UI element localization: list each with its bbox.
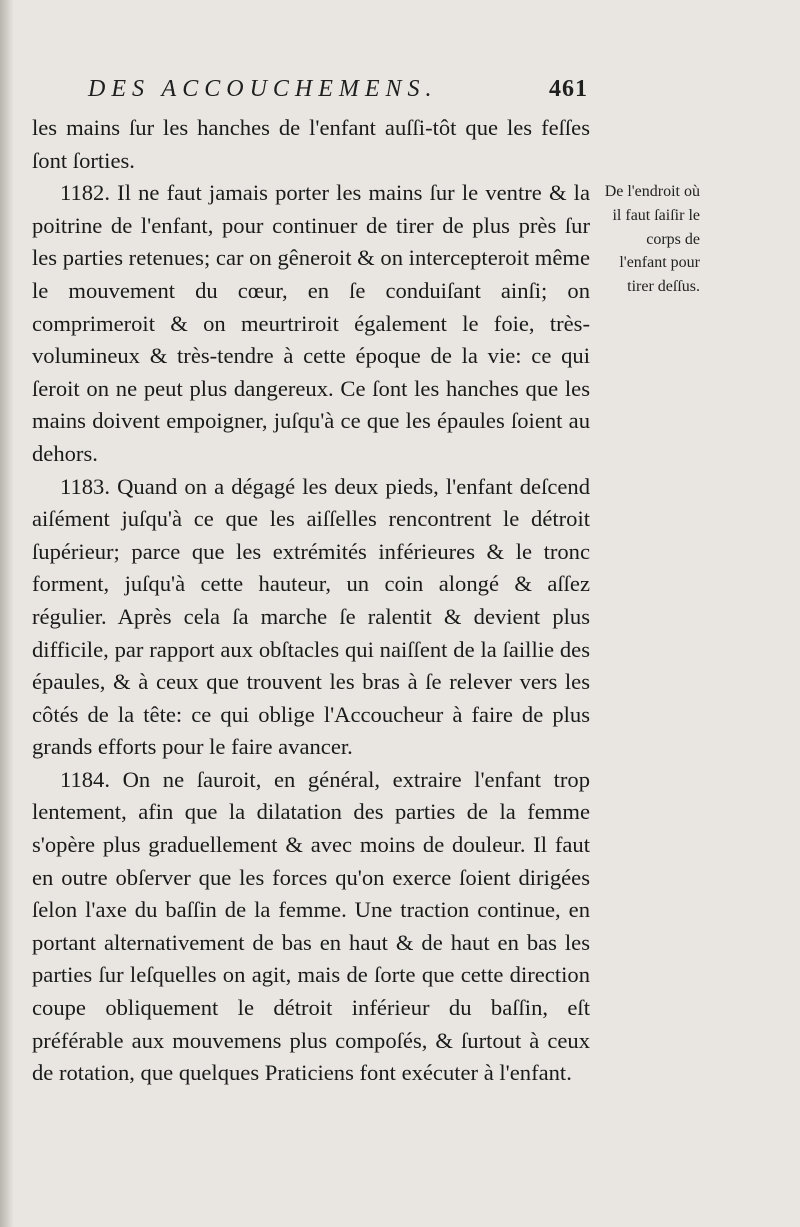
margin-note: De l'endroit où il faut ſaiſir le corps de l'enfant pour tirer deſſus. <box>604 183 700 296</box>
paragraph-1182: 1182. Il ne faut jamais porter les mains ſur le ventre & la poitrine de l'enfant, pour continuer de tirer de plus près ſur les parties retenues; car on gêneroit & on intercepteroit même le mouvement du cœur, en ſe conduiſant ainſi; on comprimeroit & on meurtriroit également le foie, très-volumineux & très-tendre à cette époque de la vie: ce qui ſeroit on ne peut plus dangereux. Ce ſont les hanches que les mains doivent empoigner, juſqu'à ce que les épaules ſoient au dehors. <box>32 180 590 466</box>
paragraph-1184: 1184. On ne ſauroit, en général, extraire l'enfant trop lentement, afin que la dilatation des parties de la femme s'opère plus graduellement & avec moins de douleur. Il faut en outre obſerver que les forces qu'on exerce ſoient dirigées ſelon l'axe du baſſin de la femme. Une traction continue, en portant alternativement de bas en haut & de haut en bas les parties ſur leſquelles on agit, mais de ſorte que cette direction coupe obliquement le détroit inférieur du baſſin, eſt préférable aux mouvemens plus compoſés, & ſurtout à ceux de rotation, que quelques Praticiens font exécuter à l'enfant. <box>32 766 590 1086</box>
page-number: 461 <box>549 76 588 102</box>
paragraph-1183: 1183. Quand on a dégagé les deux pieds, l'enfant deſcend aiſément juſqu'à ce que les aiſſelles rencontrent le détroit ſupérieur; parce que les extrémités inférieures & le tronc forment, juſqu'à cette hauteur, un coin alongé & aſſez régulier. Après cela ſa marche ſe ralentit & devient plus difficile, par rapport aux obſtacles qui naiſſent de la ſaillie des épaules, & à ceux que trouvent les bras à ſe relever vers les côtés de la tête: ce qui oblige l'Accoucheur à faire de plus grands efforts pour le faire avancer. <box>32 473 590 760</box>
running-title: DES ACCOUCHEMENS. <box>88 76 438 102</box>
page-header <box>88 76 588 110</box>
main-text <box>32 112 590 1090</box>
paragraph-continued: les mains ſur les hanches de l'enfant auſſi-tôt que les feſſes ſont ſorties. <box>32 115 590 173</box>
